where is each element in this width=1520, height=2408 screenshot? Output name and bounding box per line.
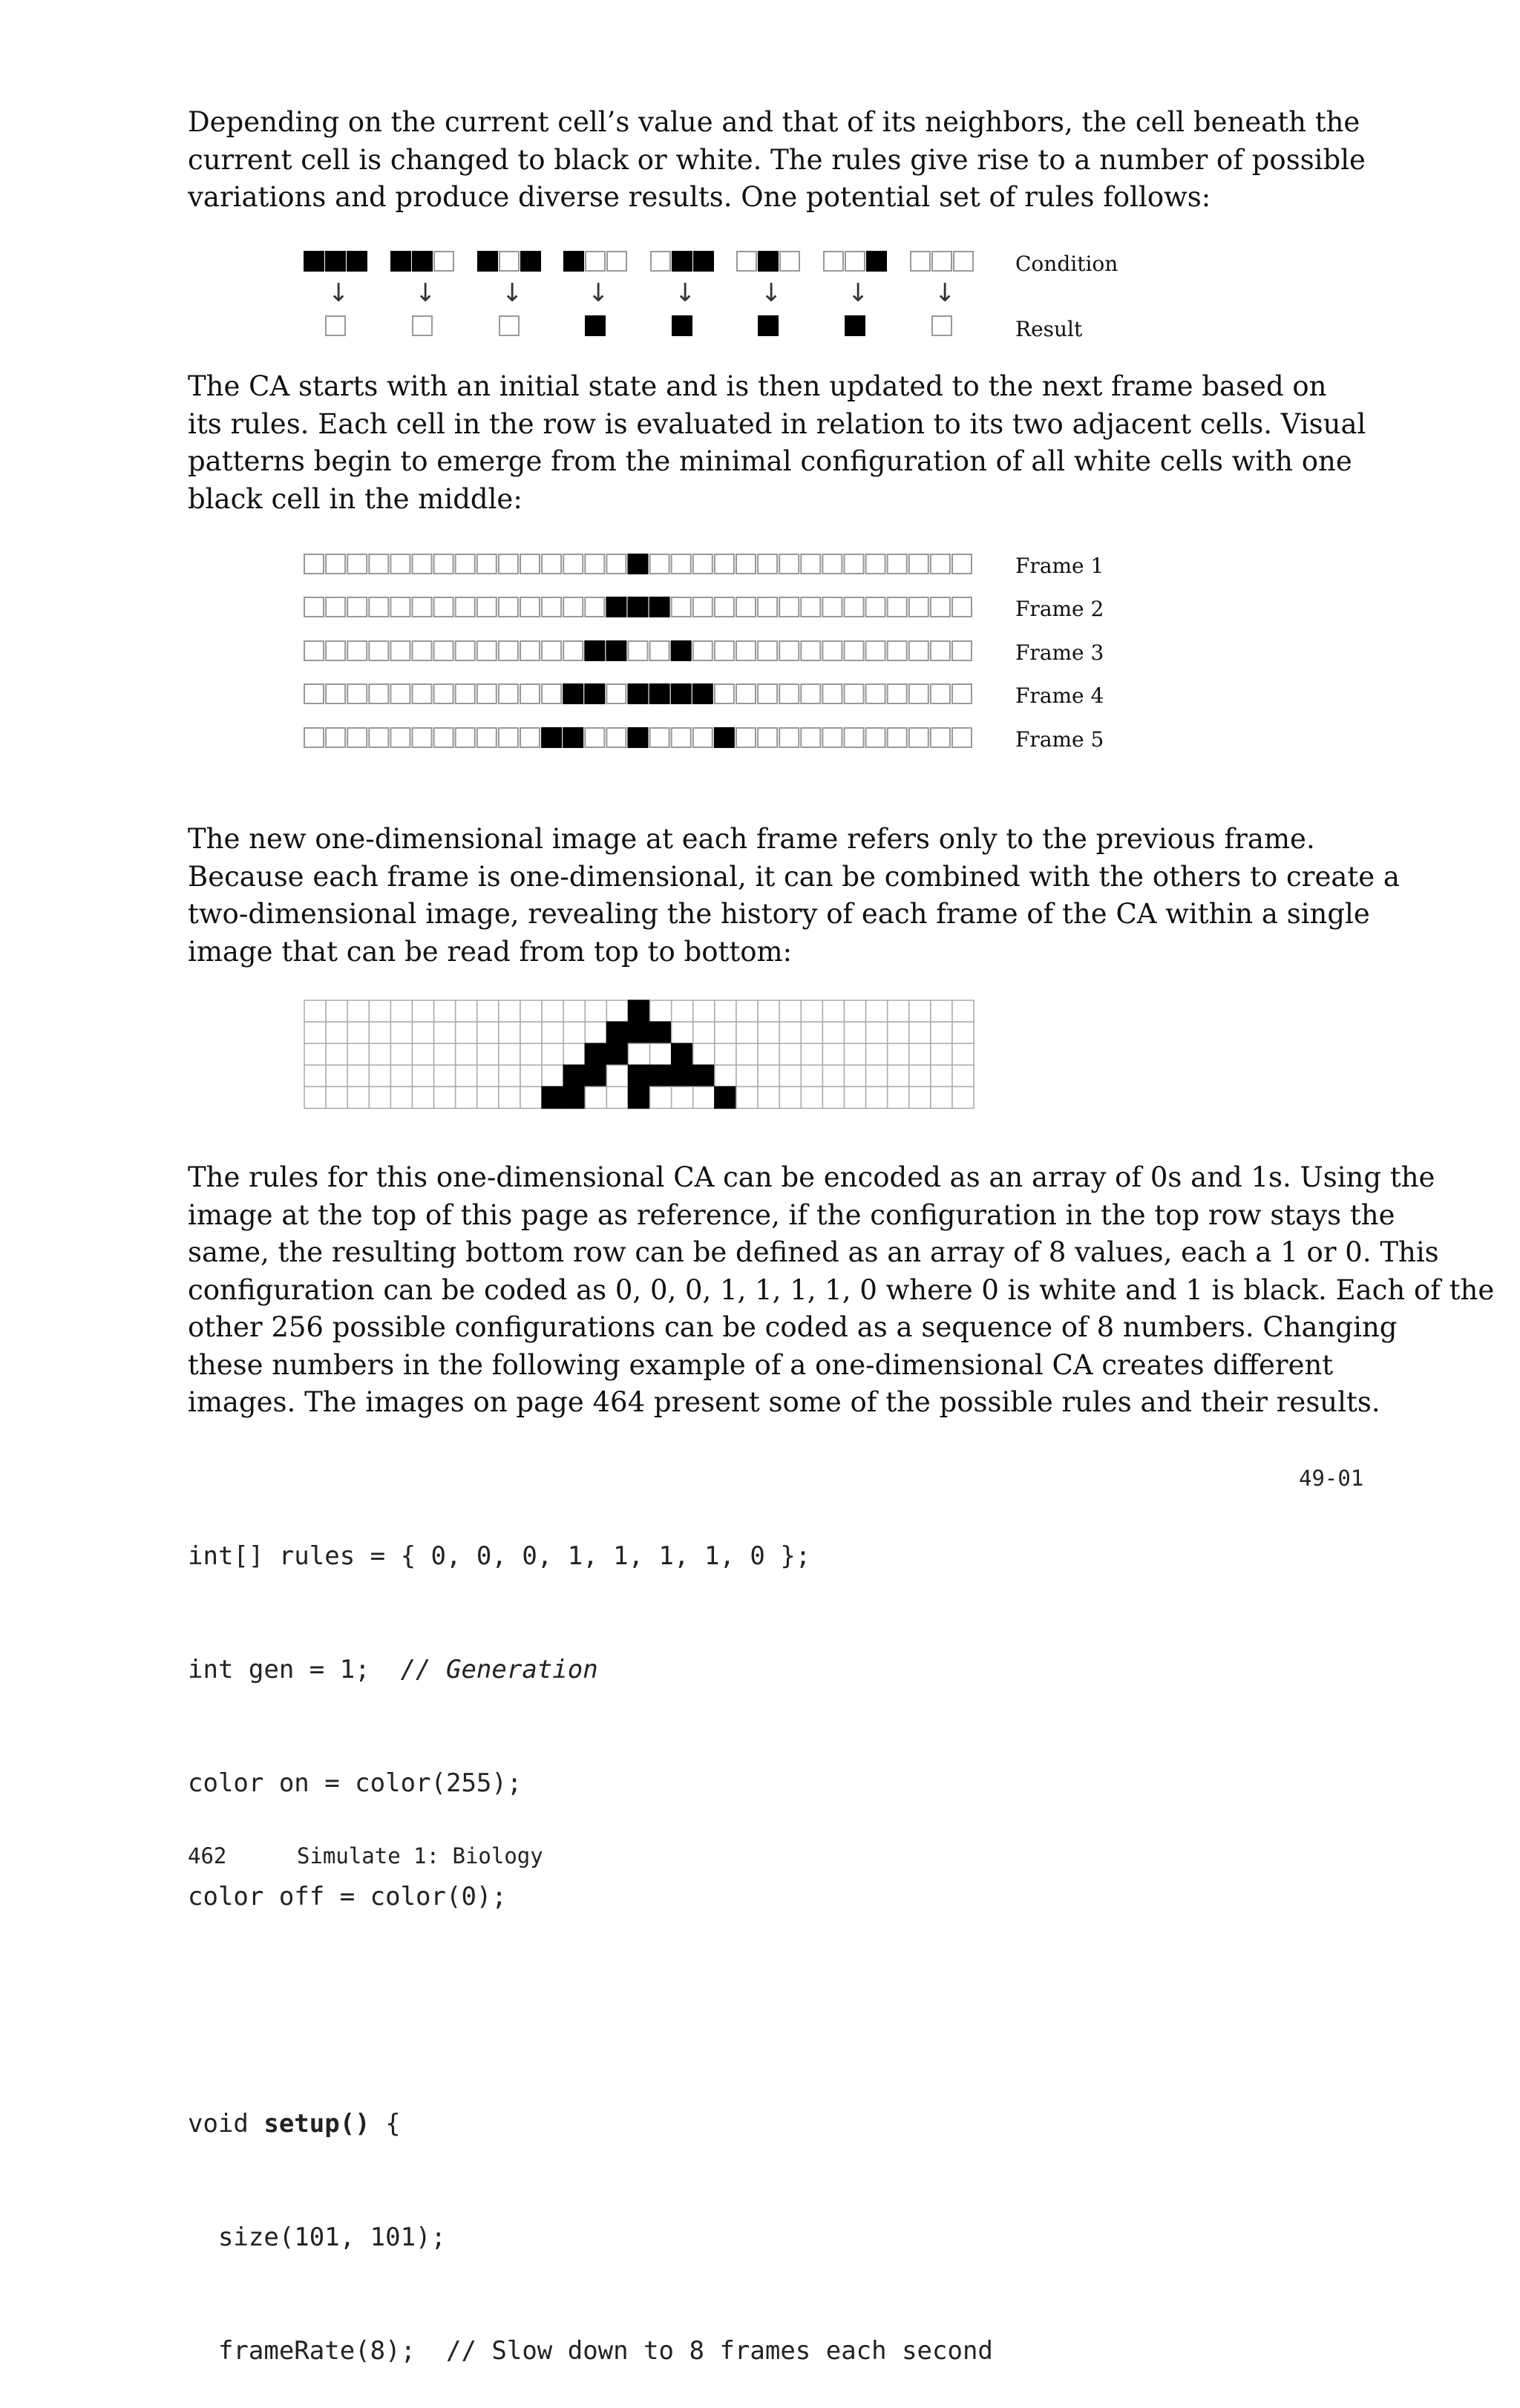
history-cell — [499, 1043, 520, 1065]
history-cell — [736, 1043, 758, 1065]
history-cell — [629, 1065, 650, 1086]
history-cell — [413, 1000, 434, 1022]
down-arrow-icon: ↓ — [328, 278, 350, 308]
history-cell — [304, 1022, 326, 1043]
running-title: Simulate 1: Biology — [297, 1843, 543, 1869]
history-cell — [369, 1043, 390, 1065]
frame-label: Frame 2 — [1015, 597, 1104, 621]
history-cell — [456, 1022, 477, 1043]
code-comment: // Generation — [400, 1655, 598, 1684]
code-line: int[] rules = { 0, 0, 0, 1, 1, 1, 1, 0 }; — [188, 1541, 811, 1571]
history-cell — [779, 1065, 801, 1086]
history-cell — [822, 1043, 844, 1065]
history-cell — [413, 1065, 434, 1086]
history-cell — [758, 1000, 779, 1022]
history-cell — [499, 1000, 520, 1022]
history-cell — [931, 1022, 952, 1043]
history-cell — [390, 1022, 412, 1043]
down-arrow-icon: ↓ — [415, 278, 436, 308]
history-cell — [369, 1065, 390, 1086]
history-cell — [672, 1022, 693, 1043]
down-arrow-icon: ↓ — [675, 278, 696, 308]
code-line: color off = color(0); — [188, 1882, 507, 1912]
example-id: 49-01 — [1299, 1466, 1364, 1491]
text-line: The CA starts with an initial state and is then updated to the next frame based on — [188, 370, 1327, 402]
history-cell — [629, 1043, 650, 1065]
text-line: same, the resulting bottom row can be defined as an array of 8 values, each a 1 or 0. This — [188, 1236, 1439, 1268]
history-cell — [369, 1000, 390, 1022]
history-cell — [779, 1086, 801, 1108]
history-cell — [758, 1022, 779, 1043]
history-cell — [715, 1000, 736, 1022]
history-cell — [693, 1022, 715, 1043]
history-cell — [499, 1022, 520, 1043]
code-line: color on = color(255); — [188, 1768, 522, 1798]
history-cell — [542, 1086, 563, 1108]
history-cell — [693, 1086, 715, 1108]
history-cell — [779, 1022, 801, 1043]
history-cell — [413, 1022, 434, 1043]
history-cell — [326, 1086, 347, 1108]
history-cell — [801, 1022, 822, 1043]
history-cell — [715, 1065, 736, 1086]
down-arrow-icon: ↓ — [848, 278, 869, 308]
down-arrow-icon: ↓ — [588, 278, 609, 308]
history-cell — [499, 1065, 520, 1086]
history-cell — [845, 1043, 866, 1065]
history-cell — [845, 1065, 866, 1086]
history-cell — [715, 1043, 736, 1065]
history-cell — [931, 1086, 952, 1108]
text-line: patterns begin to emerge from the minimal configuration of all white cells with one — [188, 445, 1352, 477]
history-cell — [477, 1000, 499, 1022]
history-cell — [606, 1022, 628, 1043]
code-line: int gen = 1; // Generation — [188, 1655, 598, 1684]
history-cell — [888, 1022, 909, 1043]
history-cell — [520, 1022, 542, 1043]
history-cell — [801, 1043, 822, 1065]
history-cell — [909, 1086, 931, 1108]
history-cell — [390, 1065, 412, 1086]
history-cell — [693, 1065, 715, 1086]
condition-label: Condition — [1015, 252, 1118, 276]
history-cell — [822, 1086, 844, 1108]
history-cell — [304, 1065, 326, 1086]
history-cell — [801, 1065, 822, 1086]
history-cell — [952, 1043, 974, 1065]
history-cell — [477, 1065, 499, 1086]
history-cell — [347, 1000, 369, 1022]
history-cell — [952, 1022, 974, 1043]
history-cell — [369, 1086, 390, 1108]
history-cell — [347, 1022, 369, 1043]
history-cell — [520, 1000, 542, 1022]
history-cell — [606, 1000, 628, 1022]
history-cell — [477, 1022, 499, 1043]
history-cell — [866, 1086, 888, 1108]
history-cell — [866, 1043, 888, 1065]
history-cell — [434, 1022, 456, 1043]
text-line: The rules for this one-dimensional CA can be encoded as an array of 0s and 1s. Using the — [188, 1161, 1435, 1193]
down-arrow-icon: ↓ — [934, 278, 956, 308]
history-cell — [542, 1022, 563, 1043]
history-cell — [477, 1043, 499, 1065]
history-cell — [758, 1086, 779, 1108]
history-cell — [736, 1022, 758, 1043]
history-cell — [931, 1000, 952, 1022]
history-cell — [606, 1065, 628, 1086]
history-cell — [909, 1065, 931, 1086]
code-line: size(101, 101); — [188, 2222, 446, 2252]
history-cell — [456, 1065, 477, 1086]
text-line: images. The images on page 464 present some of the possible rules and their results. — [188, 1386, 1380, 1418]
history-cell — [326, 1065, 347, 1086]
history-cell — [888, 1065, 909, 1086]
history-cell — [779, 1000, 801, 1022]
history-cell — [304, 1000, 326, 1022]
history-cell — [542, 1043, 563, 1065]
history-cell — [326, 1043, 347, 1065]
frame-label: Frame 1 — [1015, 554, 1104, 578]
frame-label: Frame 5 — [1015, 727, 1104, 752]
history-cell — [347, 1065, 369, 1086]
history-cell — [758, 1043, 779, 1065]
history-cell — [822, 1022, 844, 1043]
history-cell — [866, 1022, 888, 1043]
history-cell — [456, 1043, 477, 1065]
code-line: frameRate(8); // Slow down to 8 frames each second — [188, 2336, 993, 2366]
history-cell — [909, 1043, 931, 1065]
history-cell — [736, 1000, 758, 1022]
history-cell — [909, 1022, 931, 1043]
text-line: configuration can be coded as 0, 0, 0, 1, 1, 1, 1, 0 where 0 is white and 1 is black. Each of the — [188, 1273, 1495, 1306]
history-cell — [650, 1086, 672, 1108]
history-cell — [736, 1065, 758, 1086]
frame-label: Frame 4 — [1015, 683, 1104, 708]
history-cell — [326, 1000, 347, 1022]
history-cell — [434, 1065, 456, 1086]
history-cell — [822, 1065, 844, 1086]
text-line: Because each frame is one-dimensional, it can be combined with the others to create a — [188, 860, 1400, 893]
history-cell — [347, 1086, 369, 1108]
history-cell — [909, 1000, 931, 1022]
history-cell — [456, 1086, 477, 1108]
history-cell — [650, 1000, 672, 1022]
history-cell — [542, 1000, 563, 1022]
history-cell — [952, 1000, 974, 1022]
history-cell — [672, 1000, 693, 1022]
history-cell — [456, 1000, 477, 1022]
history-cell — [304, 1086, 326, 1108]
history-cell — [672, 1086, 693, 1108]
history-cell — [845, 1000, 866, 1022]
history-cell — [369, 1022, 390, 1043]
history-cell — [888, 1043, 909, 1065]
history-cell — [585, 1043, 606, 1065]
history-cell — [952, 1065, 974, 1086]
history-cell — [606, 1043, 628, 1065]
code-line: void setup() { — [188, 2109, 401, 2139]
history-cell — [477, 1086, 499, 1108]
history-cell — [693, 1043, 715, 1065]
history-cell — [390, 1086, 412, 1108]
history-cell — [866, 1000, 888, 1022]
down-arrow-icon: ↓ — [502, 278, 523, 308]
history-cell — [650, 1065, 672, 1086]
code-block — [188, 1462, 993, 2408]
down-arrow-icon: ↓ — [761, 278, 782, 308]
text-line: current cell is changed to black or white. The rules give rise to a number of possible — [188, 143, 1366, 176]
page-number: 462 — [188, 1843, 227, 1869]
text-line: black cell in the middle: — [188, 482, 522, 515]
history-cell — [650, 1043, 672, 1065]
history-cell — [585, 1000, 606, 1022]
history-cell — [585, 1022, 606, 1043]
history-cell — [563, 1065, 585, 1086]
frame-label: Frame 3 — [1015, 640, 1104, 665]
history-cell — [585, 1065, 606, 1086]
history-cell — [672, 1065, 693, 1086]
text-line: Depending on the current cell’s value and that of its neighbors, the cell beneath the — [188, 106, 1360, 138]
history-cell — [413, 1086, 434, 1108]
history-cell — [413, 1043, 434, 1065]
history-cell — [304, 1043, 326, 1065]
paragraph-encoding — [188, 1159, 1495, 1422]
history-cell — [434, 1086, 456, 1108]
history-cell — [801, 1000, 822, 1022]
history-cell — [629, 1022, 650, 1043]
text-line: two-dimensional image, revealing the history of each frame of the CA within a single — [188, 898, 1370, 930]
history-cell — [390, 1000, 412, 1022]
history-cell — [520, 1065, 542, 1086]
history-cell — [845, 1022, 866, 1043]
history-cell — [520, 1086, 542, 1108]
history-cell — [888, 1086, 909, 1108]
history-cell — [563, 1043, 585, 1065]
history-cell — [563, 1022, 585, 1043]
history-cell — [888, 1000, 909, 1022]
history-cell — [629, 1086, 650, 1108]
history-cell — [952, 1086, 974, 1108]
code-function-name: setup() — [263, 2109, 370, 2139]
history-cell — [542, 1065, 563, 1086]
history-cell — [715, 1086, 736, 1108]
history-cell — [779, 1043, 801, 1065]
history-cell — [347, 1043, 369, 1065]
code-line — [188, 1992, 993, 2030]
text-line: The new one-dimensional image at each frame refers only to the previous frame. — [188, 823, 1315, 855]
history-cell — [326, 1022, 347, 1043]
history-cell — [606, 1086, 628, 1108]
text-line: these numbers in the following example of a one-dimensional CA creates different — [188, 1348, 1334, 1381]
result-label: Result — [1015, 317, 1083, 341]
history-cell — [822, 1000, 844, 1022]
text-line: image that can be read from top to bottom: — [188, 935, 793, 968]
history-cell — [736, 1086, 758, 1108]
history-cell — [499, 1086, 520, 1108]
history-cell — [629, 1000, 650, 1022]
history-cell — [434, 1000, 456, 1022]
history-cell — [758, 1065, 779, 1086]
history-cell — [866, 1065, 888, 1086]
history-cell — [931, 1065, 952, 1086]
history-cell — [585, 1086, 606, 1108]
text-line: image at the top of this page as reference, if the configuration in the top row stays the — [188, 1198, 1395, 1231]
history-cell — [563, 1000, 585, 1022]
text-line: other 256 possible configurations can be coded as a sequence of 8 numbers. Changing — [188, 1311, 1398, 1343]
history-cell — [650, 1022, 672, 1043]
history-cell — [672, 1043, 693, 1065]
text-line: its rules. Each cell in the row is evaluated in relation to its two adjacent cells. Visual — [188, 407, 1366, 440]
text-line: variations and produce diverse results. One potential set of rules follows: — [188, 181, 1211, 213]
history-cell — [563, 1086, 585, 1108]
history-cell — [715, 1022, 736, 1043]
history-cell — [390, 1043, 412, 1065]
history-cell — [520, 1043, 542, 1065]
history-cell — [434, 1043, 456, 1065]
history-cell — [801, 1086, 822, 1108]
history-cell — [931, 1043, 952, 1065]
history-cell — [693, 1000, 715, 1022]
history-cell — [845, 1086, 866, 1108]
